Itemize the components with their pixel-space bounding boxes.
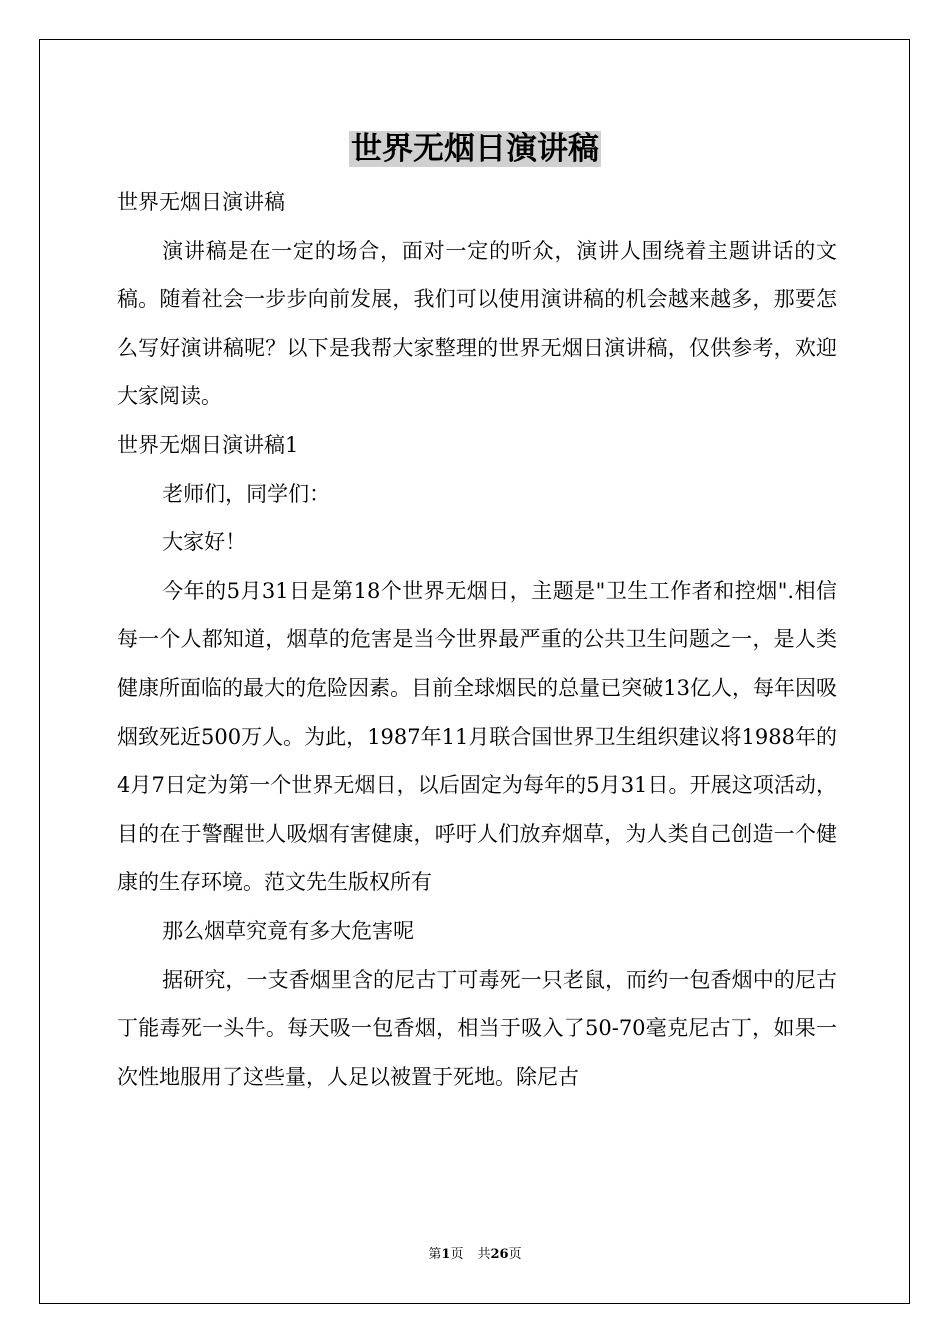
document-title bbox=[0, 128, 950, 170]
page-number: 1 bbox=[441, 1247, 451, 1262]
document-body bbox=[117, 178, 837, 1101]
question-paragraph: 那么烟草究竟有多大危害呢 bbox=[162, 918, 415, 943]
page-footer bbox=[0, 1246, 950, 1264]
greeting-paragraph: 老师们，同学们： bbox=[162, 481, 331, 506]
intro-paragraph: 演讲稿是在一定的场合，面对一定的听众，演讲人围绕着主题讲话的文稿。随着社会一步步向前发展，我们可以使用演讲稿的机会越来越多，那要怎么写好演讲稿呢？以下是我帮大家整理的世界无烟日演讲稿，仅供参考，欢迎大家阅读。 bbox=[117, 238, 837, 409]
total-suffix: 页 bbox=[508, 1247, 522, 1262]
body-paragraph: 今年的5月31日是第18个世界无烟日，主题是"卫生工作者和控烟".相信每一个人都知道，烟草的危害是当今世界最严重的公共卫生问题之一，是人类健康所面临的最大的危险因素。目前全球烟民的总量已突破13亿人，每年因吸烟致死近500万人。为此，1987年11月联合国世界卫生组织建议将1988年的4月7日定为第一个世界无烟日，以后固定为每年的5月31日。开展这项活动，目的在于警醒世人吸烟有害健康，呼吁人们放弃烟草，为人类自己创造一个健康的生存环境。范文先生版权所有 bbox=[117, 578, 837, 895]
page-prefix: 第 bbox=[428, 1247, 442, 1262]
subtitle-paragraph: 世界无烟日演讲稿 bbox=[117, 190, 285, 214]
section-heading: 世界无烟日演讲稿1 bbox=[117, 432, 299, 457]
total-prefix: 共 bbox=[477, 1247, 491, 1262]
document-title-text: 世界无烟日演讲稿 bbox=[351, 131, 599, 167]
salutation-paragraph: 大家好！ bbox=[162, 530, 247, 555]
body-paragraph: 据研究，一支香烟里含的尼古丁可毒死一只老鼠，而约一包香烟中的尼古丁能毒死一头牛。每天吸一包香烟，相当于吸入了50-70毫克尼古丁，如果一次性地服用了这些量，人足以被置于死地。除尼古 bbox=[117, 967, 837, 1089]
total-pages: 26 bbox=[490, 1247, 509, 1262]
page-suffix: 页 bbox=[450, 1247, 464, 1262]
